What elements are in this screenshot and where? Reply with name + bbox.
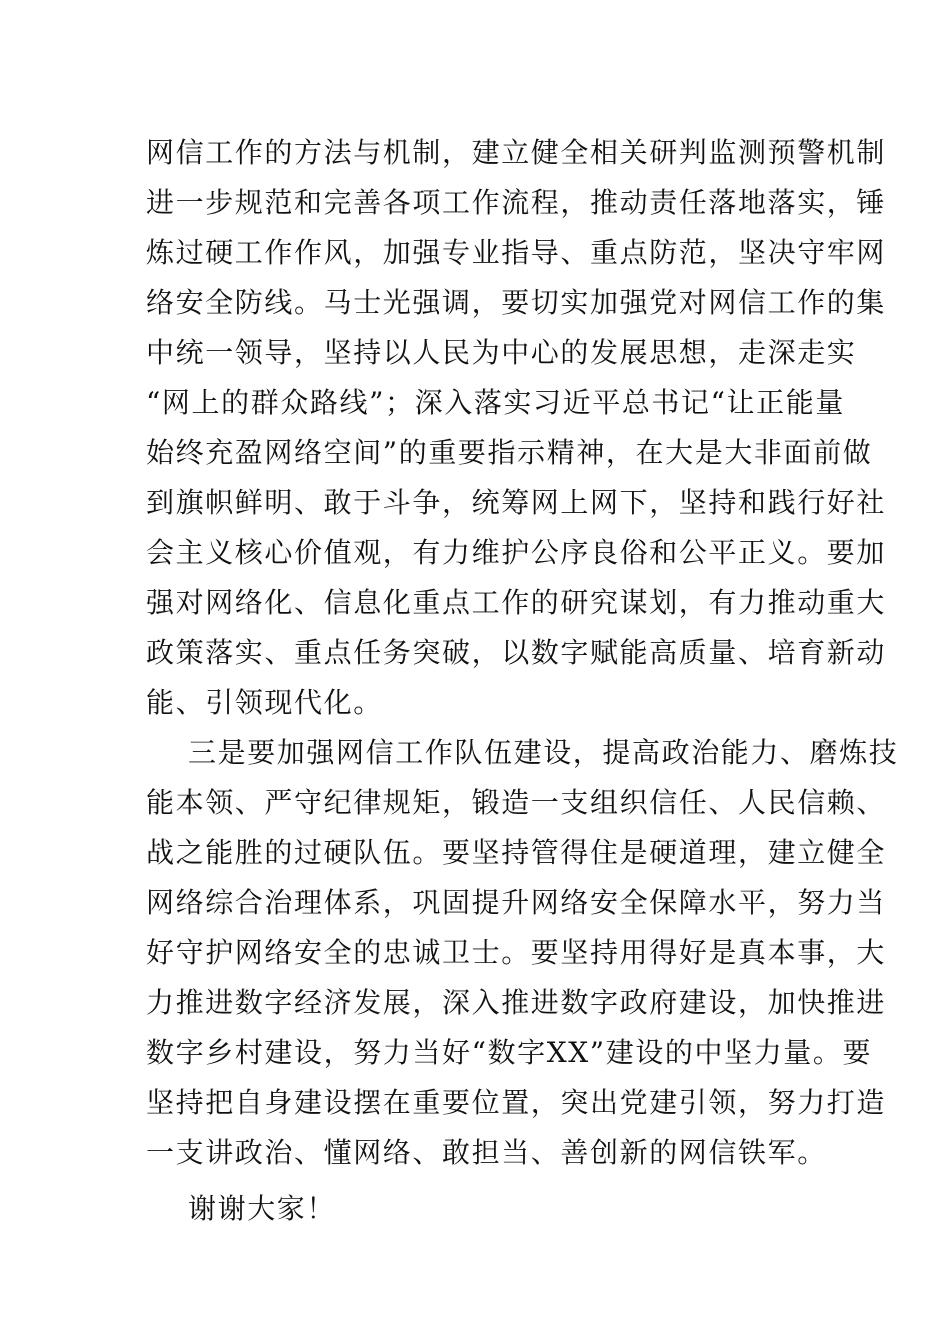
paragraph-line: 网信工作的方法与机制，建立健全相关研判监测预警机制 — [146, 136, 887, 169]
paragraph-line: 好守护网络安全的忠诚卫士。要坚持用得好是真本事，大 — [146, 936, 887, 969]
paragraph-line: 会主义核心价值观，有力维护公序良俗和公平正义。要加 — [146, 536, 887, 569]
paragraph-line: 力推进数字经济发展，深入推进数字政府建设，加快推进 — [146, 986, 887, 1019]
paragraph-line: 中统一领导，坚持以人民为中心的发展思想，走深走实 — [146, 336, 857, 369]
paragraph-line: 一支讲政治、懂网络、敢担当、善创新的网信铁军。 — [146, 1136, 827, 1169]
paragraph-line: 能本领、严守纪律规矩，锻造一支组织信任、人民信赖、 — [146, 786, 887, 819]
paragraph-1 — [146, 128, 887, 728]
paragraph-line: 网络综合治理体系，巩固提升网络安全保障水平，努力当 — [146, 886, 887, 919]
paragraph-line: 数字乡村建设，努力当好“数字XX”建设的中坚力量。要 — [146, 1036, 873, 1069]
paragraph-line: 强对网络化、信息化重点工作的研究谋划，有力推动重大 — [146, 586, 887, 619]
paragraph-line: 炼过硬工作作风，加强专业指导、重点防范，坚决守牢网 — [146, 236, 887, 269]
paragraph-line: 始终充盈网络空间”的重要指示精神，在大是大非面前做 — [146, 436, 873, 469]
paragraph-2 — [146, 728, 899, 1178]
paragraph-line: 坚持把自身建设摆在重要位置，突出党建引领，努力打造 — [146, 1086, 887, 1119]
paragraph-line: “网上的群众路线”；深入落实习近平总书记“让正能量 — [146, 386, 845, 419]
paragraph-line: 战之能胜的过硬队伍。要坚持管得住是硬道理，建立健全 — [146, 836, 887, 869]
paragraph-line: 络安全防线。马士光强调，要切实加强党对网信工作的集 — [146, 286, 887, 319]
paragraph-line: 政策落实、重点任务突破，以数字赋能高质量、培育新动 — [146, 636, 887, 669]
paragraph-line: 能、引领现代化。 — [146, 686, 383, 719]
paragraph-line: 三是要加强网信工作队伍建设，提高政治能力、磨炼技 — [188, 736, 899, 769]
closing-remark: 谢谢大家！ — [188, 1192, 337, 1225]
document-body — [146, 128, 899, 1234]
paragraph-line: 到旗帜鲜明、敢于斗争，统筹网上网下，坚持和践行好社 — [146, 486, 887, 519]
paragraph-line: 进一步规范和完善各项工作流程，推动责任落地落实，锤 — [146, 186, 887, 219]
